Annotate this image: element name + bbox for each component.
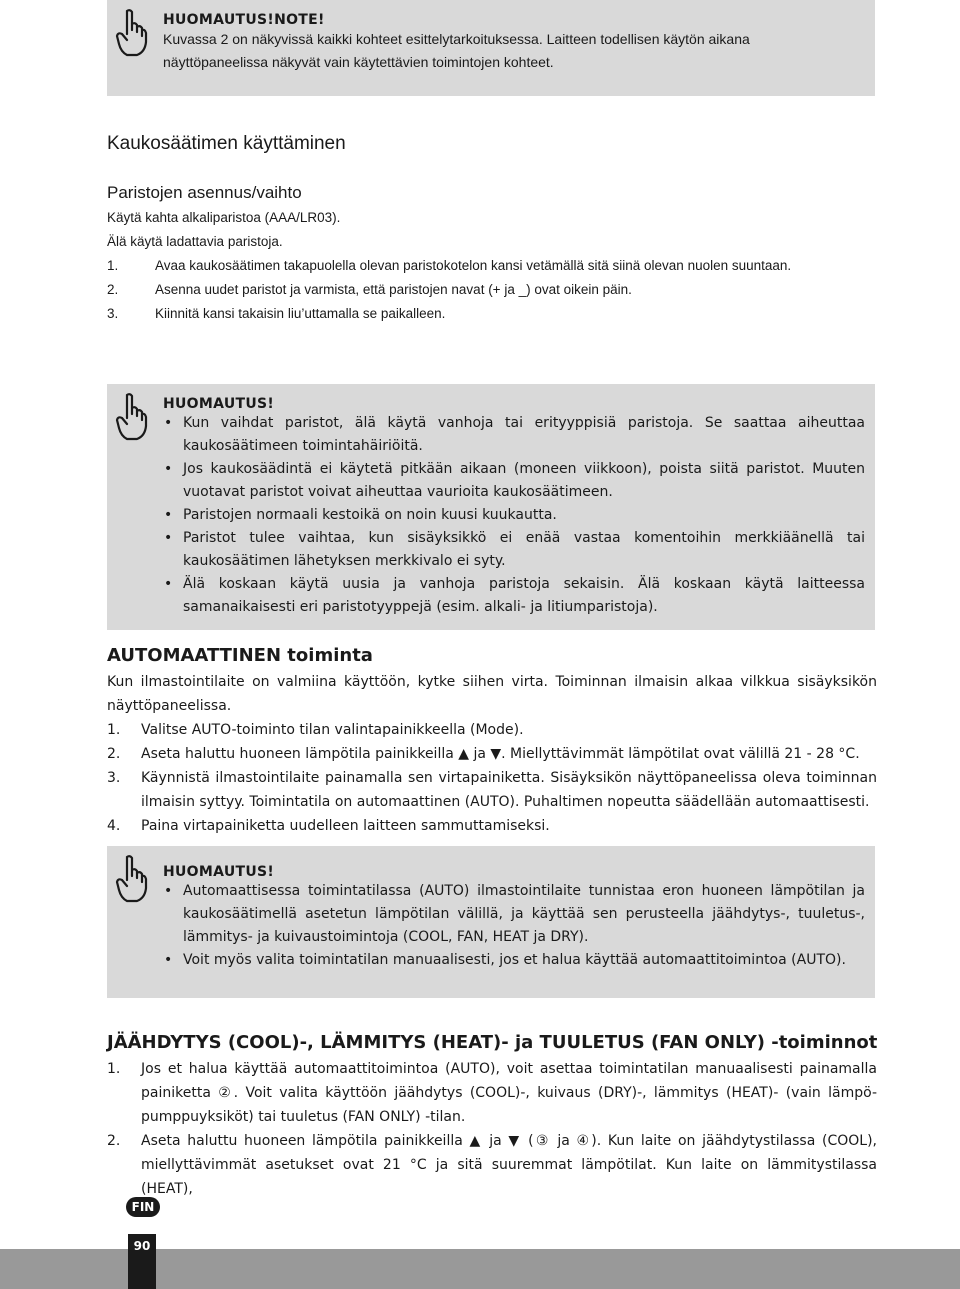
section-title-cool-heat-fan: JÄÄHDYTYS (COOL)-, LÄMMITYS (HEAT)- ja TUULETUS (FAN ONLY) -toiminnot — [107, 1032, 878, 1053]
step-number: 1. — [107, 1061, 121, 1077]
subheading-batteries: Paristojen asennus/vaihto — [107, 183, 302, 202]
step-text: Avaa kaukosäätimen takapuolella olevan paristokotelon kansi vetämällä sitä siinä olevan nuolen suuntaan. — [155, 258, 792, 273]
intro-line: Käytä kahta alkaliparistoa (AAA/LR03). — [107, 210, 341, 225]
step-number: 3. — [107, 770, 121, 786]
step-number: 3. — [107, 306, 119, 321]
step-number: 2. — [107, 282, 119, 297]
step-text: Aseta haluttu huoneen lämpötila painikkeilla ▲ ja ▼ (③ ja ④). Kun laite on jäähdytystilassa (COOL), miellyttävimmät asetukset ovat 21 °C ja sitä suuremmat lämpötilat. Kun laite on lämmitystilassa (HEAT), — [141, 1133, 877, 1197]
step-text: Kiinnitä kansi takaisin liu’uttamalla se paikalleen. — [155, 306, 446, 321]
intro-line: Älä käytä ladattavia paristoja. — [107, 234, 283, 249]
list-item: • Paristot tulee vaihtaa, kun sisäyksikkö ei enää vastaa komentoihin merkkiäänellä tai kaukosäätimen lähetyksen merkkivalo ei syty. — [163, 527, 865, 573]
auto-content — [107, 670, 877, 838]
step-text: Asenna uudet paristot ja varmista, että paristojen navat (+ ja _) ovat oikein päin. — [155, 282, 632, 297]
step-number: 2. — [107, 746, 121, 762]
hand-pointing-icon — [113, 854, 149, 904]
list-item — [107, 742, 877, 766]
cool-content — [107, 1057, 877, 1201]
step-number: 1. — [107, 722, 121, 738]
list-item: • Kun vaihdat paristot, älä käytä vanhoja tai erityyppisiä paristoja. Se saattaa aiheuttaa kaukosäätimeen toimintahäiriöitä. — [163, 412, 865, 458]
note-title: HUOMAUTUS!NOTE! — [163, 12, 325, 28]
step-text: Paina virtapainiketta uudelleen laitteen sammuttamiseksi. — [141, 818, 550, 834]
note-list — [163, 412, 865, 619]
section-title-auto: AUTOMAATTINEN toiminta — [107, 645, 373, 666]
list-item — [107, 718, 877, 742]
auto-steps — [107, 718, 877, 838]
note-box-3 — [107, 846, 875, 998]
step-text: Käynnistä ilmastointilaite painamalla sen virtapainiketta. Sisäyksikön näyttöpaneelissa oleva toiminnan ilmaisin syttyy. Toimintatila on automaattinen (AUTO). Puhaltimen nopeutta säädellään automaattisesti. — [141, 770, 877, 810]
step-number: 1. — [107, 258, 119, 273]
list-item: • Automaattisessa toimintatilassa (AUTO) ilmastointilaite tunnistaa eron huoneen lämpötilan ja kaukosäätimellä asetetun lämpötilan välillä, ja käyttää sen perusteella jäähdytys-, tuuletus-, lämmitys- ja kuivaustoimintoja (COOL, FAN, HEAT ja DRY). — [163, 880, 865, 949]
battery-steps — [107, 254, 877, 326]
list-item — [107, 814, 877, 838]
hand-pointing-icon — [113, 392, 149, 442]
list-item — [107, 766, 877, 814]
step-text: Valitse AUTO-toiminto tilan valintapainikkeella (Mode). — [141, 722, 524, 738]
list-item — [107, 1129, 877, 1201]
hand-pointing-icon — [113, 8, 149, 58]
language-badge: FIN — [126, 1197, 160, 1217]
note-list — [163, 880, 865, 972]
list-item: • Paristojen normaali kestoikä on noin kuusi kuukautta. — [163, 504, 865, 527]
cool-steps — [107, 1057, 877, 1201]
battery-instructions — [107, 206, 877, 326]
list-item — [107, 254, 877, 278]
list-item — [107, 1057, 877, 1129]
step-number: 4. — [107, 818, 121, 834]
step-number: 2. — [107, 1133, 121, 1149]
note-title: HUOMAUTUS! — [163, 396, 275, 412]
note-box-1 — [107, 0, 875, 96]
auto-intro: Kun ilmastointilaite on valmiina käyttöön, kytke siihen virta. Toiminnan ilmaisin alkaa vilkkua sisäyksikön näyttöpaneelissa. — [107, 674, 877, 714]
list-item: • Voit myös valita toimintatilan manuaalisesti, jos et halua käyttää automaattitoimintoa (AUTO). — [163, 949, 865, 972]
list-item: • Älä koskaan käytä uusia ja vanhoja paristoja sekaisin. Älä koskaan käytä laitteessa samanaikaisesti eri paristotyyppejä (esim. alkali- ja litiumparistoja). — [163, 573, 865, 619]
list-item — [107, 302, 877, 326]
step-text: Jos et halua käyttää automaattitoimintoa (AUTO), voit asettaa toimintatilan manuaalisesti painamalla painiketta ②. Voit valita käyttöön jäähdytys (COOL)-, kuivaus (DRY)-, lämmitys (HEAT)- (vain lämpö-pumppuyksiköt) tai tuuletus (FAN ONLY) -tilan. — [141, 1061, 877, 1125]
section-heading-remote: Kaukosäätimen käyttäminen — [107, 133, 346, 154]
note-title: HUOMAUTUS! — [163, 864, 275, 880]
page-number: 90 — [128, 1234, 156, 1289]
note-line: näyttöpaneelissa näkyvät vain käytettävien toimintojen kohteet. — [163, 54, 554, 70]
note-line: Kuvassa 2 on näkyvissä kaikki kohteet esittelytarkoituksessa. Laitteen todellisen käytön aikana — [163, 31, 750, 47]
list-item: • Jos kaukosäädintä ei käytetä pitkään aikaan (moneen viikkoon), poista siitä paristot. Muuten vuotavat paristot voivat aiheuttaa vaurioita kaukosäätimeen. — [163, 458, 865, 504]
note-box-2 — [107, 384, 875, 630]
list-item — [107, 278, 877, 302]
step-text: Aseta haluttu huoneen lämpötila painikkeilla ▲ ja ▼. Miellyttävimmät lämpötilat ovat välillä 21 - 28 °C. — [141, 746, 860, 762]
